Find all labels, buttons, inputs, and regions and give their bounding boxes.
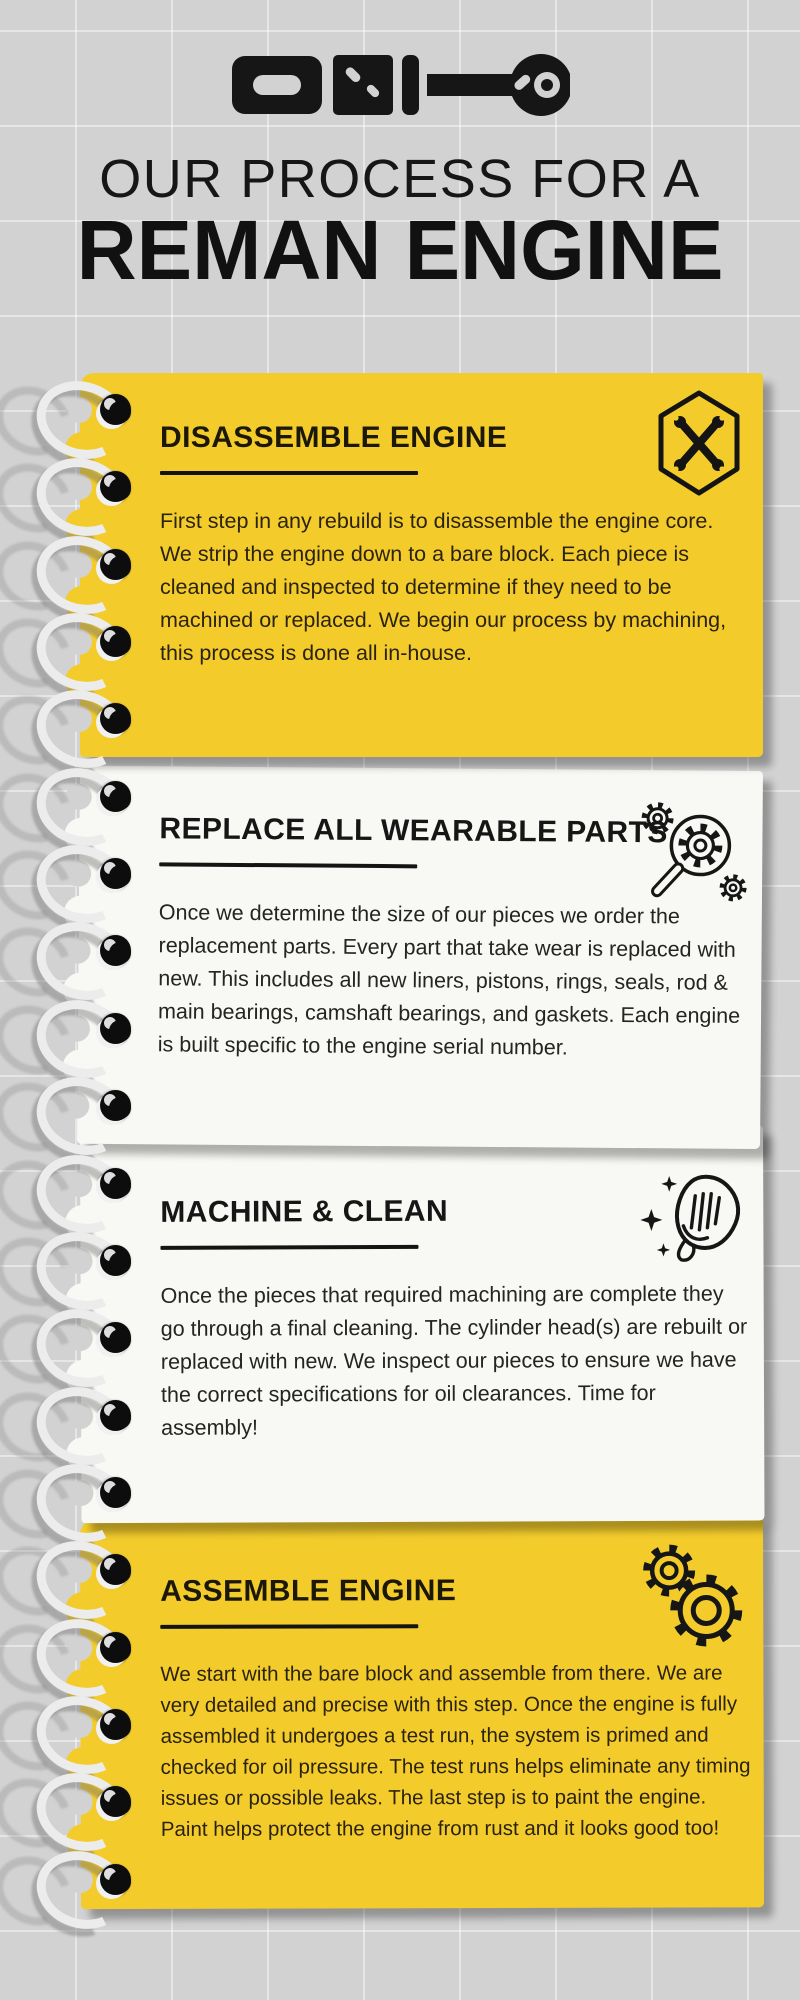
step-card-machine-clean xyxy=(80,1126,765,1524)
step-body: We start with the bare block and assemble from there. We are very detailed and precise with this step. Once the engine is fully assembled it undergoes a test run, the system is primed and checked for oil pressure. The test runs helps eliminate any timing issues or possible leaks. The last step is to paint the engine. Paint helps protect the engine from rust and it looks good too! xyxy=(160,1661,751,1841)
ratchet-wrench-icon xyxy=(230,48,570,122)
ring-hole xyxy=(100,1245,131,1276)
ring-hole xyxy=(100,1013,131,1044)
spiral-ring xyxy=(28,380,148,446)
step-title: DISASSEMBLE ENGINE xyxy=(160,421,508,454)
ring-hole xyxy=(100,1477,131,1508)
spiral-ring xyxy=(28,612,148,678)
ring-hole xyxy=(100,394,131,425)
step-card-content xyxy=(78,766,763,1066)
ring-hole xyxy=(100,626,131,657)
spiral-ring xyxy=(28,1154,148,1220)
step-body: Once we determine the size of our pieces we order the replacement parts. Every part that take wear is replaced with new. This includes all new liners, pistons, rings, seals, rod & main bearings, camshaft bearings, and gaskets. Each engine is built specific to the engine serial number. xyxy=(157,900,741,1060)
step-card-content xyxy=(80,1518,764,1845)
ring-hole xyxy=(100,549,131,580)
spiral-ring xyxy=(28,1231,148,1297)
spiral-ring xyxy=(28,999,148,1065)
crossed-wrenches-hexagon-icon xyxy=(649,389,749,506)
ring-hole xyxy=(100,1322,131,1353)
step-title: MACHINE & CLEAN xyxy=(160,1194,449,1229)
ring-hole xyxy=(100,1090,131,1121)
spiral-ring xyxy=(28,1618,148,1684)
step-body: First step in any rebuild is to disassemble the engine core. We strip the engine down to a bare block. Each piece is cleaned and inspected to determine if they need to be machined or replaced. We begin our process by machining, this process is done all in-house. xyxy=(160,509,727,665)
ring-hole xyxy=(100,1400,131,1431)
spiral-ring xyxy=(28,689,148,755)
ring-hole xyxy=(100,1168,131,1199)
ring-hole xyxy=(100,1864,131,1895)
ring-hole xyxy=(100,1786,131,1817)
spiral-ring xyxy=(28,1076,148,1142)
title-underline xyxy=(159,862,417,868)
step-card-assemble xyxy=(80,1518,764,1909)
title-underline xyxy=(160,1245,418,1250)
spiral-ring xyxy=(28,844,148,910)
cleaning-hand-sparkles-icon xyxy=(637,1168,749,1273)
ring-hole xyxy=(100,935,131,966)
step-card-replace-parts xyxy=(77,766,763,1149)
ring-hole xyxy=(100,781,131,812)
ring-hole xyxy=(100,1632,131,1663)
ring-hole xyxy=(100,471,131,502)
spiral-ring xyxy=(28,1695,148,1761)
step-body: Once the pieces that required machining are complete they go through a final cleaning. The cylinder head(s) are rebuilt or replaced with new. We inspect our pieces to ensure we have the correct specifications for oil clearances. Time for assembly! xyxy=(160,1281,748,1440)
title-underline xyxy=(160,471,418,475)
header-eyebrow: OUR PROCESS FOR A xyxy=(99,149,701,209)
spiral-ring xyxy=(28,1850,148,1916)
spiral-ring xyxy=(28,1772,148,1838)
ring-hole xyxy=(100,858,131,889)
step-card-content xyxy=(80,1126,764,1446)
ring-hole xyxy=(100,1709,131,1740)
step-card-disassemble xyxy=(80,373,763,757)
spiral-ring xyxy=(28,1463,148,1529)
page-title: REMAN ENGINE xyxy=(76,203,724,297)
spiral-ring xyxy=(28,1308,148,1374)
ring-hole xyxy=(100,1554,131,1585)
spiral-ring xyxy=(28,1540,148,1606)
spiral-binding xyxy=(0,0,160,2000)
magnifier-gears-icon xyxy=(636,798,749,912)
spiral-ring xyxy=(28,921,148,987)
spiral-ring xyxy=(28,767,148,833)
ring-hole xyxy=(100,703,131,734)
title-underline xyxy=(160,1624,418,1629)
spiral-ring xyxy=(28,1386,148,1452)
spiral-ring xyxy=(28,457,148,523)
step-title: ASSEMBLE ENGINE xyxy=(160,1574,457,1608)
double-gears-icon xyxy=(639,1540,749,1657)
spiral-ring xyxy=(28,535,148,601)
step-title: REPLACE ALL WEARABLE PARTS xyxy=(159,812,668,850)
step-card-content xyxy=(80,373,763,670)
